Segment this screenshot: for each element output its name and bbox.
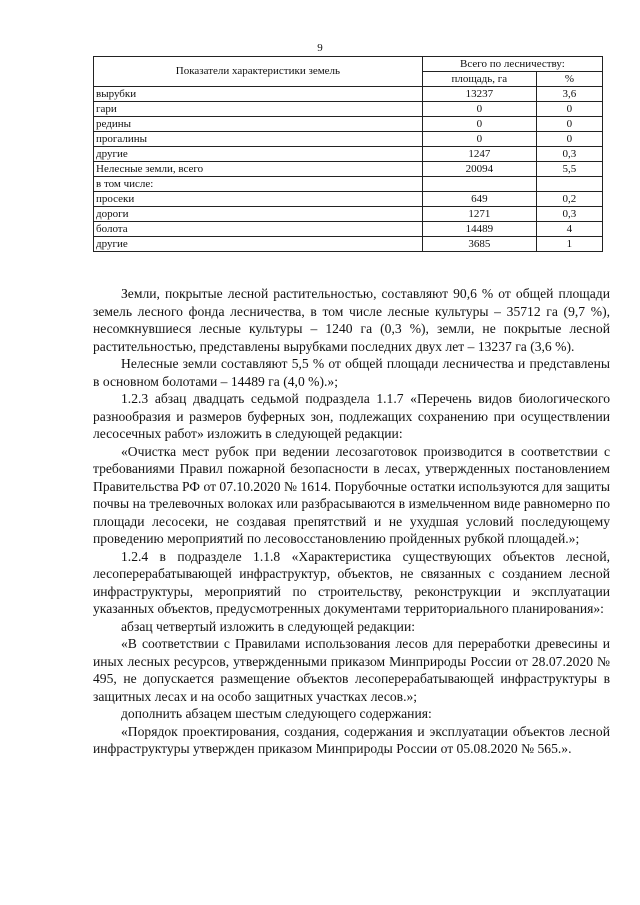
row-area: 649 bbox=[422, 192, 536, 207]
header-group: Всего по лесничеству: bbox=[422, 57, 602, 72]
table-row bbox=[94, 222, 603, 237]
land-characteristics-table bbox=[93, 56, 603, 252]
row-pct: 1 bbox=[536, 237, 602, 252]
table-row bbox=[94, 132, 603, 147]
row-pct: 3,6 bbox=[536, 87, 602, 102]
row-label: Нелесные земли, всего bbox=[94, 162, 423, 177]
paragraph-infrastructure-order: «Порядок проектирования, создания, содержания и эксплуатации объектов лесной инфраструктуры утвержден приказом Минприроды России от 05.08.2020 № 565.». bbox=[93, 723, 610, 756]
row-label: редины bbox=[94, 117, 423, 132]
page-number: 9 bbox=[317, 42, 323, 54]
body-text bbox=[93, 285, 610, 758]
row-area bbox=[422, 177, 536, 192]
row-area: 0 bbox=[422, 117, 536, 132]
row-pct bbox=[536, 177, 602, 192]
paragraph-nonforest-land: Нелесные земли составляют 5,5 % от общей площади лесничества и представлены в основном болотами – 14489 га (4,0 %).»; bbox=[93, 356, 610, 389]
row-label: вырубки bbox=[94, 87, 423, 102]
table-row bbox=[94, 207, 603, 222]
row-label: болота bbox=[94, 222, 423, 237]
table-row bbox=[94, 177, 603, 192]
paragraph-add-sixth: дополнить абзацем шестым следующего содержания: bbox=[121, 706, 432, 721]
row-pct: 0 bbox=[536, 117, 602, 132]
row-area: 1247 bbox=[422, 147, 536, 162]
row-pct: 0,3 bbox=[536, 207, 602, 222]
table-row bbox=[94, 87, 603, 102]
row-label: в том числе: bbox=[94, 177, 423, 192]
row-pct: 5,5 bbox=[536, 162, 602, 177]
row-area: 20094 bbox=[422, 162, 536, 177]
paragraph-processing-rules: «В соответствии с Правилами использования лесов для переработки древесины и иных лесных ресурсов, утвержденными приказом Минприроды России от 28.07.2020 № 495, не допускается размещение объектов лесоперерабатывающей инфраструктуры в защитных лесах и на особо защитных участках лесов.»; bbox=[93, 636, 610, 704]
paragraph-fourth-abzac: абзац четвертый изложить в следующей редакции: bbox=[121, 618, 416, 634]
header-pct: % bbox=[536, 72, 602, 87]
header-main: Показатели характеристики земель bbox=[94, 57, 423, 87]
row-pct: 0,3 bbox=[536, 147, 602, 162]
row-pct: 0,2 bbox=[536, 192, 602, 207]
row-area: 3685 bbox=[422, 237, 536, 252]
table-row bbox=[94, 102, 603, 117]
table-row bbox=[94, 117, 603, 132]
row-pct: 4 bbox=[536, 222, 602, 237]
row-label: прогалины bbox=[94, 132, 423, 147]
row-pct: 0 bbox=[536, 132, 602, 147]
table-row bbox=[94, 192, 603, 207]
table-row bbox=[94, 237, 603, 252]
table-row bbox=[94, 162, 603, 177]
row-label: другие bbox=[94, 237, 423, 252]
row-area: 0 bbox=[422, 102, 536, 117]
row-area: 1271 bbox=[422, 207, 536, 222]
row-label: дороги bbox=[94, 207, 423, 222]
header-area: площадь, га bbox=[422, 72, 536, 87]
row-pct: 0 bbox=[536, 102, 602, 117]
paragraph-1-2-4: 1.2.4 в подразделе 1.1.8 «Характеристика существующих объектов лесной, лесоперерабатывающей инфраструктур, объектов, не связанных с созданием лесной инфраструктуры, мероприятий по строительству, реконструкции и эксплуатации указанных объектов, предусмотренных документами территориального планирования»: bbox=[93, 548, 610, 616]
row-label: просеки bbox=[94, 192, 423, 207]
paragraph-logging-cleanup: «Очистка мест рубок при ведении лесозаготовок производится в соответствии с требованиями Правил пожарной безопасности в лесах, утвержденных постановлением Правительства РФ от 07.10.2020 № 1614. Порубочные остатки используются для защиты почвы на трелевочных волоках или разбрасываются в измельченном виде равномерно по площади лесосеки, не создавая препятствий и не ухудшая условий последующему проведению мероприятий по лесовосстановлению пройденных рубкой площадей.»; bbox=[93, 443, 610, 546]
paragraph-1-2-3: 1.2.3 абзац двадцать седьмой подраздела 1.1.7 «Перечень видов биологического разнообразия и размеров буферных зон, подлежащих сохранению при осуществлении лесосечных работ» изложить в следующей редакции: bbox=[93, 391, 610, 441]
row-area: 0 bbox=[422, 132, 536, 147]
row-label: гари bbox=[94, 102, 423, 117]
row-area: 13237 bbox=[422, 87, 536, 102]
table-row bbox=[94, 147, 603, 162]
row-label: другие bbox=[94, 147, 423, 162]
paragraph-forest-cover: Земли, покрытые лесной растительностью, составляют 90,6 % от общей площади земель лесного фонда лесничества, в том числе лесные культуры – 35712 га (9,7 %), несомкнувшиеся лесные культуры – 1240 га (0,3 %), земли, не покрытые лесной растительностью, представлены вырубками последних двух лет – 13237 га (3,6 %). bbox=[93, 286, 610, 354]
row-area: 14489 bbox=[422, 222, 536, 237]
